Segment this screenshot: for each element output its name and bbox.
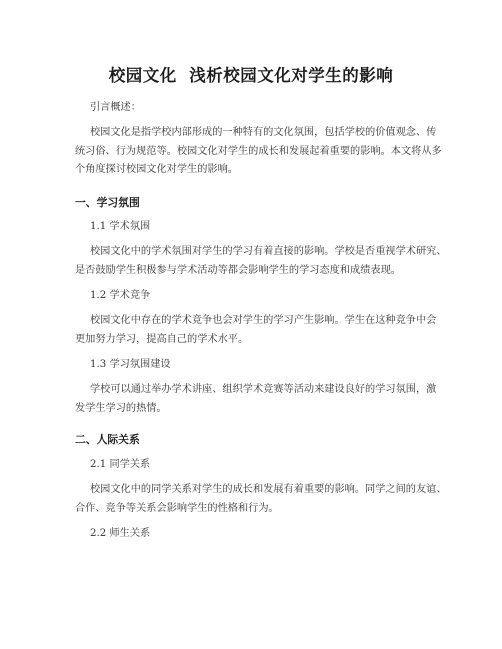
- paragraph-line: 校园文化中存在的学术竞争也会对学生的学习产生影响。学生在这种竞争中会: [90, 315, 437, 326]
- paragraph-line: 是否鼓励学生积极参与学术活动等都会影响学生的学习态度和成绩表现。: [75, 265, 401, 276]
- subsection-title: 1.3 学习氛围建设: [90, 359, 171, 370]
- subsection-title: 2.2 师生关系: [90, 528, 151, 539]
- intro-paragraph-line: 个角度探讨校园文化对学生的影响。: [75, 164, 238, 175]
- paragraph-line: 校园文化中的学术氛围对学生的学习有着直接的影响。学校是否重视学术研究、: [90, 246, 447, 257]
- paragraph-line: 合作、竞争等关系会影响学生的性格和行为。: [75, 503, 279, 514]
- intro-label: 引言概述：: [90, 102, 141, 113]
- subsection-title: 1.2 学术竞争: [90, 290, 151, 301]
- paragraph-line: 发学生学习的热情。: [75, 403, 167, 414]
- subsection-title: 1.1 学术氛围: [90, 221, 151, 232]
- subsection-title: 2.1 同学关系: [90, 459, 151, 470]
- section-heading: 一、学习氛围: [75, 196, 140, 209]
- intro-paragraph-line: 校园文化是指学校内部形成的一种特有的文化氛围，包括学校的价值观念、传: [90, 127, 437, 138]
- section-heading: 二、人际关系: [75, 433, 140, 446]
- document-title: 校园文化 浅析校园文化对学生的影响: [108, 66, 394, 85]
- intro-paragraph-line: 统习俗、行为规范等。校园文化对学生的成长和发展起着重要的影响。本文将从多: [75, 146, 442, 157]
- paragraph-line: 校园文化中的同学关系对学生的成长和发展有着重要的影响。同学之间的友谊、: [90, 484, 447, 495]
- paragraph-line: 更加努力学习，提高自己的学术水平。: [75, 334, 249, 345]
- paragraph-line: 学校可以通过举办学术讲座、组织学术竞赛等活动来建设良好的学习氛围，激: [90, 384, 437, 395]
